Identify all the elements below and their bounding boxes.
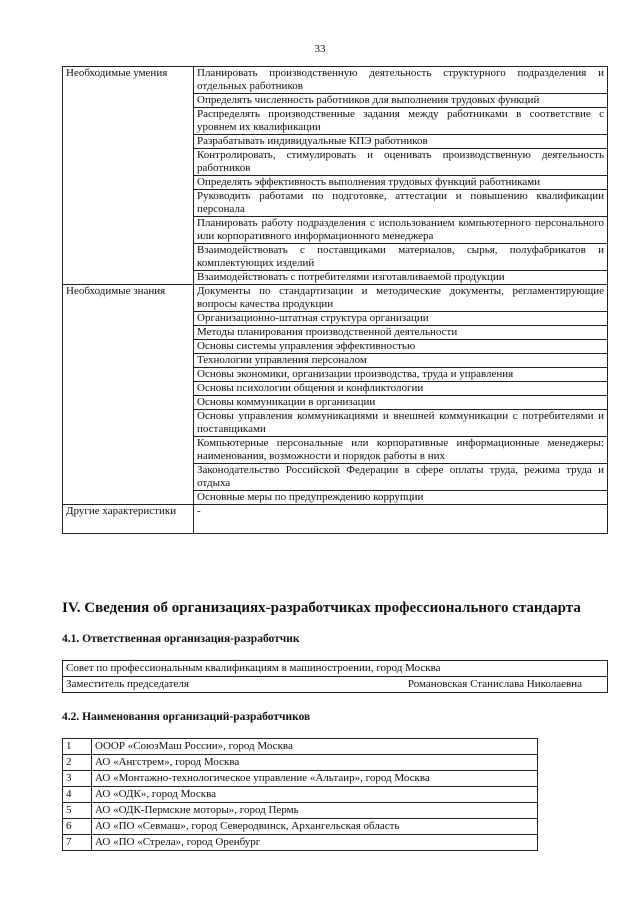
developer-orgs-table	[62, 738, 538, 851]
developer-org-number: 2	[63, 755, 92, 771]
page-number: 33	[314, 43, 326, 55]
developer-org-row	[63, 771, 538, 787]
section-title: IV. Сведения об организациях-разработчиках профессионального стандарта	[62, 600, 581, 616]
developer-org-row	[63, 787, 538, 803]
category-cell: Необходимые умения	[63, 67, 194, 285]
item-cell: Определять численность работников для выполнения трудовых функций	[194, 94, 608, 108]
responsible-person-name: Романовская Станислава Николаевна	[407, 678, 582, 690]
item-cell: Разрабатывать индивидуальные КПЭ работников	[194, 135, 608, 149]
responsible-position: Заместитель председателя	[66, 678, 189, 690]
item-cell: Документы по стандартизации и методические документы, регламентирующие вопросы качества продукции	[194, 285, 608, 312]
item-cell: Основы психологии общения и конфликтологии	[194, 382, 608, 396]
skills-table-row	[63, 67, 608, 94]
responsible-org-row	[63, 661, 608, 677]
developer-org-name: АО «ОДК-Пермские моторы», город Пермь	[92, 803, 538, 819]
item-cell: Основы управления коммуникациями и внешней коммуникации с потребителями и поставщиками	[194, 410, 608, 437]
developer-org-name: ОООР «СоюзМаш России», город Москва	[92, 739, 538, 755]
developer-org-number: 1	[63, 739, 92, 755]
developer-orgs-title: 4.2. Наименования организаций-разработчиков	[62, 711, 311, 723]
developer-orgs-body	[63, 739, 538, 851]
category-cell: Другие характеристики	[63, 505, 194, 534]
developer-org-number: 3	[63, 771, 92, 787]
item-cell: Законодательство Российской Федерации в сфере оплаты труда, режима труда и отдыха	[194, 464, 608, 491]
item-cell: Планировать производственную деятельность структурного подразделения и отдельных работников	[194, 67, 608, 94]
item-cell: Основы коммуникации в организации	[194, 396, 608, 410]
developer-org-row	[63, 835, 538, 851]
skills-table-row	[63, 285, 608, 312]
responsible-person-row	[63, 677, 608, 693]
item-cell: Компьютерные персональные или корпоративные информационные менеджеры: наименования, возможности и порядок работы в них	[194, 437, 608, 464]
developer-org-number: 7	[63, 835, 92, 851]
item-cell: Основные меры по предупреждению коррупции	[194, 491, 608, 505]
developer-org-row	[63, 755, 538, 771]
developer-org-name: АО «Ангстрем», город Москва	[92, 755, 538, 771]
item-cell: Основы системы управления эффективностью	[194, 340, 608, 354]
developer-org-row	[63, 739, 538, 755]
developer-org-name: АО «ПО «Стрела», город Оренбург	[92, 835, 538, 851]
item-cell: Методы планирования производственной деятельности	[194, 326, 608, 340]
developer-org-row	[63, 819, 538, 835]
skills-table-row	[63, 505, 608, 534]
skills-table	[62, 66, 608, 534]
item-cell: Контролировать, стимулировать и оценивать производственную деятельность работников	[194, 149, 608, 176]
responsible-person-cell	[63, 677, 608, 693]
developer-org-row	[63, 803, 538, 819]
developer-org-name: АО «ПО «Севмаш», город Северодвинск, Архангельская область	[92, 819, 538, 835]
item-cell: Планировать работу подразделения с использованием компьютерного персонального или корпоративного информационного менеджера	[194, 217, 608, 244]
item-cell: Взаимодействовать с поставщиками материалов, сырья, полуфабрикатов и комплектующих изделий	[194, 244, 608, 271]
item-cell: Организационно-штатная структура организации	[194, 312, 608, 326]
developer-org-name: АО «Монтажно-технологическое управление «Альтаир», город Москва	[92, 771, 538, 787]
responsible-org-name: Совет по профессиональным квалификациям в машиностроении, город Москва	[63, 661, 608, 677]
developer-org-number: 4	[63, 787, 92, 803]
item-cell: Определять эффективность выполнения трудовых функций работниками	[194, 176, 608, 190]
category-cell: Необходимые знания	[63, 285, 194, 505]
item-cell: Распределять производственные задания между работниками в соответствие с уровнем их квалификации	[194, 108, 608, 135]
skills-table-body	[63, 67, 608, 534]
item-cell: Руководить работами по подготовке, аттестации и повышению квалификации персонала	[194, 190, 608, 217]
developer-org-number: 6	[63, 819, 92, 835]
item-cell: Основы экономики, организации производства, труда и управления	[194, 368, 608, 382]
developer-org-name: АО «ОДК», город Москва	[92, 787, 538, 803]
responsible-org-table	[62, 660, 608, 693]
item-cell: -	[194, 505, 608, 534]
responsible-org-title: 4.1. Ответственная организация-разработчик	[62, 633, 300, 645]
developer-org-number: 5	[63, 803, 92, 819]
item-cell: Технологии управления персоналом	[194, 354, 608, 368]
item-cell: Взаимодействовать с потребителями изготавливаемой продукции	[194, 271, 608, 285]
